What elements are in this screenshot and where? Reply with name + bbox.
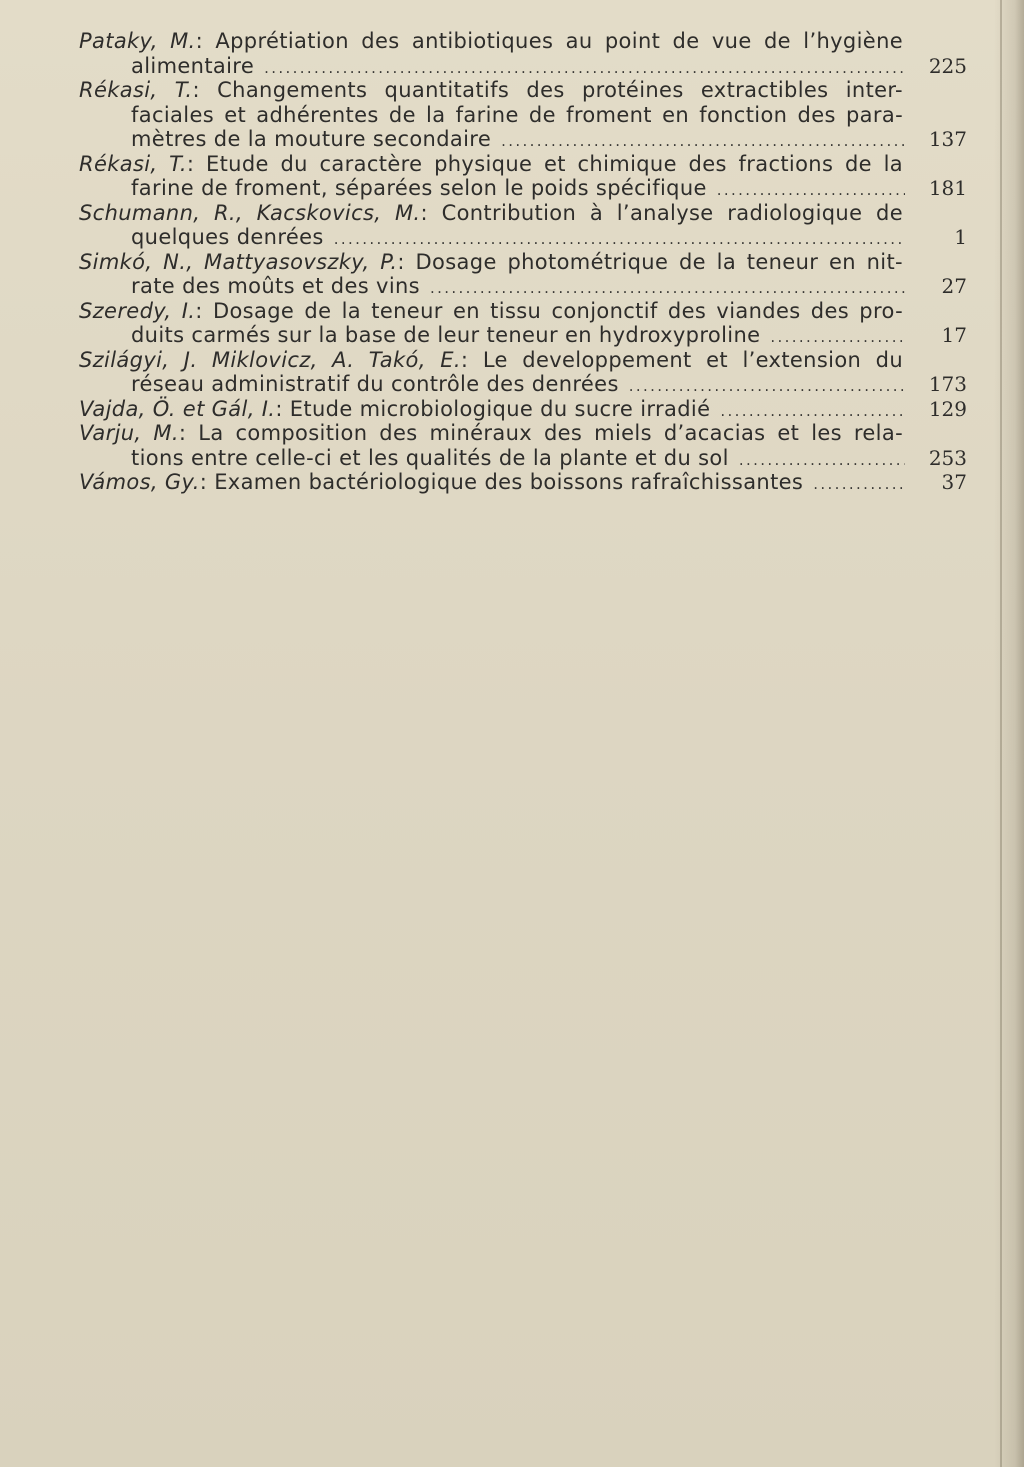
entry-title-start: Pataky, M.: Apprétiation des antibiotiques au point de vue de l’hygiène: [79, 29, 903, 53]
entry-title-end: [131, 54, 254, 79]
dot-leader: [770, 325, 905, 350]
entry-title-text: Etude microbiologique du sucre irradié: [289, 396, 711, 421]
entry-title-text: Apprétiation des antibiotiques au point de vue de l’hygiène: [215, 29, 903, 53]
entry-last-line: [79, 127, 967, 152]
entry-title-start: Szeredy, I.: Dosage de la teneur en tissu conjonctif des viandes des pro-: [79, 298, 903, 323]
entry-author: Vámos, Gy.: [79, 470, 200, 494]
entry-title-text: Dosage de la teneur en tissu conjonctif des viandes des pro-: [212, 298, 903, 323]
entry-title-text: mètres de la mouture secondaire: [131, 127, 492, 151]
toc-entry: [79, 201, 967, 250]
entry-title-end: [131, 323, 760, 348]
entry-last-line: [79, 274, 967, 299]
entry-first-line: [79, 348, 967, 373]
entry-title-end: [131, 446, 729, 471]
entry-author: Simkó, N., Mattyasovszky, P.: [79, 249, 398, 274]
entry-last-line: [79, 470, 967, 495]
toc-entry: [79, 470, 967, 495]
entry-title-end: [131, 225, 324, 250]
entry-author: Pataky, M.: [79, 29, 196, 53]
toc-entry: [79, 421, 967, 470]
dot-leader: [430, 276, 905, 301]
page-number: 27: [941, 274, 967, 298]
entry-title-text: Examen bactériologique des boissons rafraîchissantes: [214, 470, 804, 494]
entry-last-line: [79, 446, 967, 471]
toc-entry: [79, 250, 967, 299]
entry-author: Rékasi, T.: [79, 151, 187, 176]
table-of-contents: [79, 29, 967, 495]
page-edge-shadow: [994, 0, 1024, 1467]
entry-first-line: [79, 29, 967, 54]
page-number: 173: [928, 372, 967, 396]
dot-leader: [501, 129, 905, 154]
entry-title-start: Szilágyi, J. Miklovicz, A. Takó, E.: Le developpement et l’extension du: [79, 347, 904, 372]
entry-title-text: faciales et adhérentes de la farine de froment en fonction des para-: [131, 102, 903, 127]
entry-title-start: Varju, M.: La composition des minéraux des miels d’acacias et les rela-: [79, 421, 904, 445]
toc-entry: [79, 299, 967, 348]
entry-last-line: [79, 397, 967, 422]
entry-title-end: [131, 127, 491, 152]
entry-title-text: Etude du caractère physique et chimique des fractions de la: [205, 151, 903, 176]
entry-title-start: Schumann, R., Kacskovics, M.: Contribution à l’analyse radiologique de: [79, 200, 903, 225]
page-number: 37: [941, 470, 967, 494]
dot-leader: [739, 448, 905, 473]
entry-author: Varju, M.: [79, 421, 179, 445]
entry-last-line: [79, 176, 967, 201]
toc-entry: [79, 348, 967, 397]
entry-title-text: La composition des minéraux des miels d’acacias et les rela-: [198, 421, 904, 445]
dot-leader: [334, 227, 905, 252]
page-number: 129: [928, 396, 967, 421]
entry-title-text: rate des moûts et des vins: [131, 274, 420, 298]
page-number: 225: [928, 53, 967, 78]
entry-last-line: [79, 225, 967, 250]
entry-title-end: [131, 274, 420, 299]
entry-author: Schumann, R., Kacskovics, M.: [79, 200, 421, 225]
entry-title-end: Vámos, Gy.: Examen bactériologique des boissons rafraîchissantes: [79, 470, 804, 494]
page-number: 253: [928, 445, 967, 470]
page-number: 1: [954, 225, 967, 249]
dot-leader: [720, 399, 905, 424]
page-number: 181: [928, 176, 967, 200]
entry-title-start: Rékasi, T.: Changements quantitatifs des protéines extractibles inter-: [79, 78, 903, 102]
entry-first-line: [79, 421, 967, 446]
entry-title-text: Contribution à l’analyse radiologique de: [441, 200, 903, 225]
entry-title-start: Rékasi, T.: Etude du caractère physique et chimique des fractions de la: [79, 151, 903, 176]
page-number: 17: [941, 323, 967, 347]
toc-entry: [79, 29, 967, 78]
entry-author: Szeredy, I.: [79, 298, 196, 323]
entry-title-text: alimentaire: [131, 53, 255, 78]
entry-title-text: réseau administratif du contrôle des denrées: [131, 372, 619, 396]
entry-continuation-line: [79, 103, 967, 128]
entry-first-line: [79, 152, 967, 177]
dot-leader: [629, 374, 905, 399]
entry-title-end: [131, 372, 619, 397]
entry-title-end: [131, 176, 707, 201]
entry-title-end: Vajda, Ö. et Gál, I.: Etude microbiologique du sucre irradié: [79, 396, 711, 421]
entry-author: Rékasi, T.: [79, 78, 193, 102]
entry-title-text: Changements quantitatifs des protéines extractibles inter-: [217, 78, 903, 102]
dot-leader: [717, 178, 905, 203]
entry-first-line: [79, 201, 967, 226]
toc-entry: [79, 152, 967, 201]
entry-author: Vajda, Ö. et Gál, I.: [79, 396, 276, 421]
entry-last-line: [79, 323, 967, 348]
entry-last-line: [79, 372, 967, 397]
entry-title-text: farine de froment, séparées selon le poids spécifique: [131, 176, 707, 200]
entry-title-start: Simkó, N., Mattyasovszky, P.: Dosage photométrique de la teneur en nit-: [79, 249, 903, 274]
entry-author: Szilágyi, J. Miklovicz, A. Takó, E.: [79, 347, 461, 372]
dot-leader: [813, 472, 905, 497]
page-number: 137: [928, 127, 967, 151]
entry-first-line: [79, 78, 967, 103]
entry-title-text: quelques denrées: [131, 225, 324, 249]
dot-leader: [264, 56, 905, 81]
entry-title-text: Le developpement et l’extension du: [482, 347, 904, 372]
entry-title-text: Dosage photométrique de la teneur en nit-: [415, 249, 903, 274]
entry-first-line: [79, 250, 967, 275]
entry-last-line: [79, 54, 967, 79]
entry-title-text: duits carmés sur la base de leur teneur en hydroxyproline: [131, 323, 761, 347]
toc-entry: [79, 397, 967, 422]
entry-first-line: [79, 299, 967, 324]
binding-edge: [1000, 0, 1002, 1467]
entry-title-text: tions entre celle-ci et les qualités de la plante et du sol: [131, 445, 729, 470]
toc-entry: [79, 78, 967, 152]
